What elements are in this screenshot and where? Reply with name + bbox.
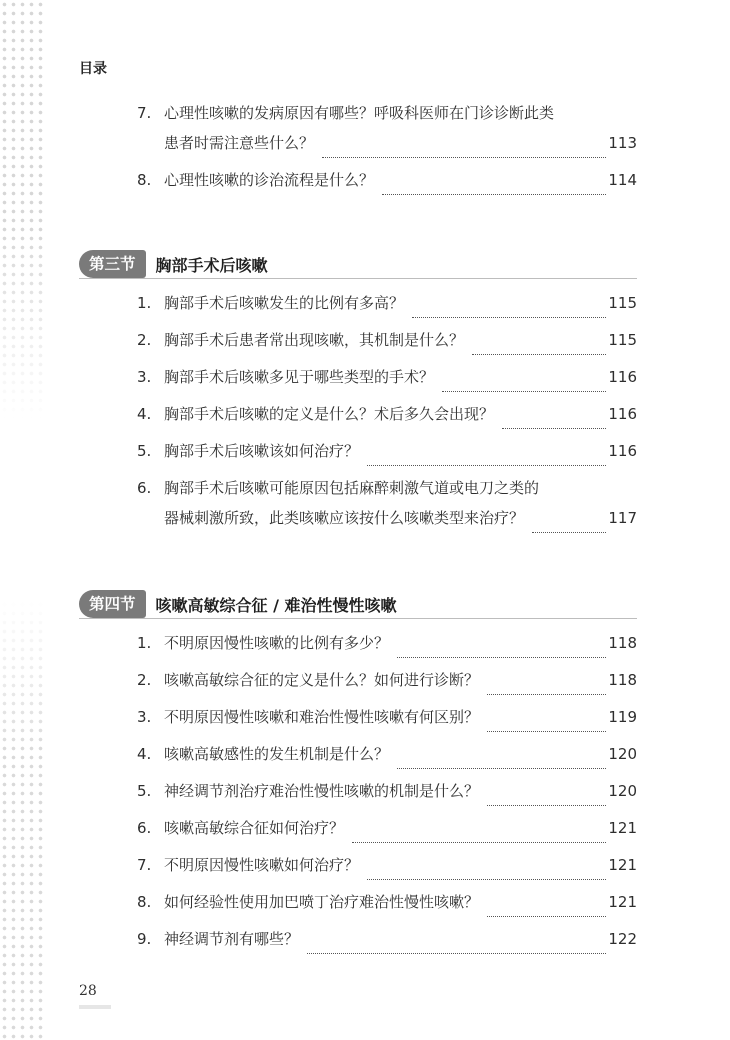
entry-text: 不明原因慢性咳嗽和难治性慢性咳嗽有何区别？ <box>164 708 480 726</box>
entry-text: 胸部手术后咳嗽发生的比例有多高？ <box>164 294 405 312</box>
toc-entry[interactable] <box>137 370 637 400</box>
dot-leader <box>487 731 606 732</box>
entry-number: 1. <box>137 294 152 312</box>
entry-text: 咳嗽高敏感性的发生机制是什么？ <box>164 745 390 763</box>
toc-entry[interactable] <box>137 747 637 777</box>
entry-page-number: 121 <box>608 819 637 837</box>
entry-text: 心理性咳嗽的诊治流程是什么？ <box>164 171 375 189</box>
toc-entry[interactable] <box>137 932 637 962</box>
entry-text: 胸部手术后咳嗽可能原因包括麻醉刺激气道或电刀之类的 <box>164 479 540 497</box>
entry-number: 3. <box>137 708 152 726</box>
decorative-dot-pattern-bottom <box>0 600 46 1040</box>
section-heading[interactable] <box>79 250 268 278</box>
entry-page-number: 116 <box>608 442 637 460</box>
dot-leader <box>322 157 606 158</box>
entry-number: 5. <box>137 782 152 800</box>
entry-number: 2. <box>137 331 152 349</box>
dot-leader <box>307 953 606 954</box>
entry-text: 咳嗽高敏综合征如何治疗？ <box>164 819 345 837</box>
entry-page-number: 115 <box>608 331 637 349</box>
dot-leader <box>352 842 606 843</box>
entry-page-number: 122 <box>608 930 637 948</box>
dot-leader <box>487 805 606 806</box>
section-label: 第四节 <box>79 590 146 618</box>
toc-entry[interactable] <box>137 673 637 703</box>
dot-leader <box>412 317 606 318</box>
entry-number: 3. <box>137 368 152 386</box>
entry-text: 不明原因慢性咳嗽的比例有多少？ <box>164 634 390 652</box>
entry-page-number: 119 <box>608 708 637 726</box>
toc-entry[interactable] <box>137 710 637 740</box>
toc-entry[interactable] <box>137 296 637 326</box>
section-divider <box>79 618 637 619</box>
dot-leader <box>442 391 606 392</box>
entry-number: 7. <box>137 104 152 122</box>
decorative-dot-pattern-top <box>0 0 46 420</box>
entry-number: 1. <box>137 634 152 652</box>
dot-leader <box>487 694 606 695</box>
section-heading[interactable] <box>79 590 397 618</box>
entry-number: 7. <box>137 856 152 874</box>
section-divider <box>79 278 637 279</box>
entry-page-number: 121 <box>608 893 637 911</box>
section-title: 咳嗽高敏综合征 / 难治性慢性咳嗽 <box>155 595 397 615</box>
toc-entry[interactable] <box>137 895 637 925</box>
toc-entry[interactable] <box>137 858 637 888</box>
entry-number: 9. <box>137 930 152 948</box>
entry-text: 胸部手术后咳嗽的定义是什么？术后多久会出现？ <box>164 405 495 423</box>
toc-entry[interactable] <box>137 407 637 437</box>
entry-text: 神经调节剂有哪些？ <box>164 930 300 948</box>
dot-leader <box>397 768 606 769</box>
entry-page-number: 114 <box>608 171 637 189</box>
entry-number: 6. <box>137 819 152 837</box>
entry-text: 胸部手术后患者常出现咳嗽，其机制是什么？ <box>164 331 465 349</box>
running-head: 目录 <box>79 61 107 77</box>
dot-leader <box>397 657 606 658</box>
toc-entry[interactable] <box>137 444 637 474</box>
entry-text: 心理性咳嗽的发病原因有哪些？呼吸科医师在门诊诊断此类 <box>164 104 555 122</box>
toc-entry[interactable] <box>137 821 637 851</box>
toc-entry[interactable] <box>137 333 637 363</box>
dot-leader <box>367 465 606 466</box>
entry-page-number: 118 <box>608 634 637 652</box>
entry-text: 不明原因慢性咳嗽如何治疗？ <box>164 856 360 874</box>
toc-entry[interactable] <box>137 173 637 203</box>
entry-page-number: 117 <box>608 509 637 527</box>
entry-page-number: 113 <box>608 134 637 152</box>
entry-number: 6. <box>137 479 152 497</box>
entry-text-continued: 患者时需注意些什么？ <box>164 134 315 152</box>
entry-number: 4. <box>137 745 152 763</box>
dot-leader <box>382 194 606 195</box>
entry-text: 胸部手术后咳嗽多见于哪些类型的手术？ <box>164 368 435 386</box>
toc-entry[interactable] <box>137 636 637 666</box>
entry-page-number: 116 <box>608 405 637 423</box>
dot-leader <box>532 532 606 533</box>
entry-page-number: 116 <box>608 368 637 386</box>
dot-leader <box>367 879 606 880</box>
section-label: 第三节 <box>79 250 146 278</box>
toc-entry[interactable] <box>137 784 637 814</box>
entry-number: 8. <box>137 171 152 189</box>
entry-number: 5. <box>137 442 152 460</box>
entry-text: 如何经验性使用加巴喷丁治疗难治性慢性咳嗽？ <box>164 893 480 911</box>
entry-number: 4. <box>137 405 152 423</box>
toc-entry[interactable] <box>137 106 637 166</box>
entry-number: 2. <box>137 671 152 689</box>
page-number: 28 <box>79 983 97 999</box>
page-number-underline <box>79 1005 111 1009</box>
toc-entry[interactable] <box>137 481 637 541</box>
entry-text: 胸部手术后咳嗽该如何治疗？ <box>164 442 360 460</box>
dot-leader <box>487 916 606 917</box>
entry-page-number: 121 <box>608 856 637 874</box>
dot-leader <box>502 428 606 429</box>
dot-leader <box>472 354 606 355</box>
section-title: 胸部手术后咳嗽 <box>155 255 268 275</box>
entry-page-number: 115 <box>608 294 637 312</box>
entry-text: 神经调节剂治疗难治性慢性咳嗽的机制是什么？ <box>164 782 480 800</box>
entry-text-continued: 器械刺激所致，此类咳嗽应该按什么咳嗽类型来治疗？ <box>164 509 525 527</box>
entry-text: 咳嗽高敏综合征的定义是什么？如何进行诊断？ <box>164 671 480 689</box>
entry-page-number: 118 <box>608 671 637 689</box>
entry-page-number: 120 <box>608 745 637 763</box>
entry-number: 8. <box>137 893 152 911</box>
entry-page-number: 120 <box>608 782 637 800</box>
